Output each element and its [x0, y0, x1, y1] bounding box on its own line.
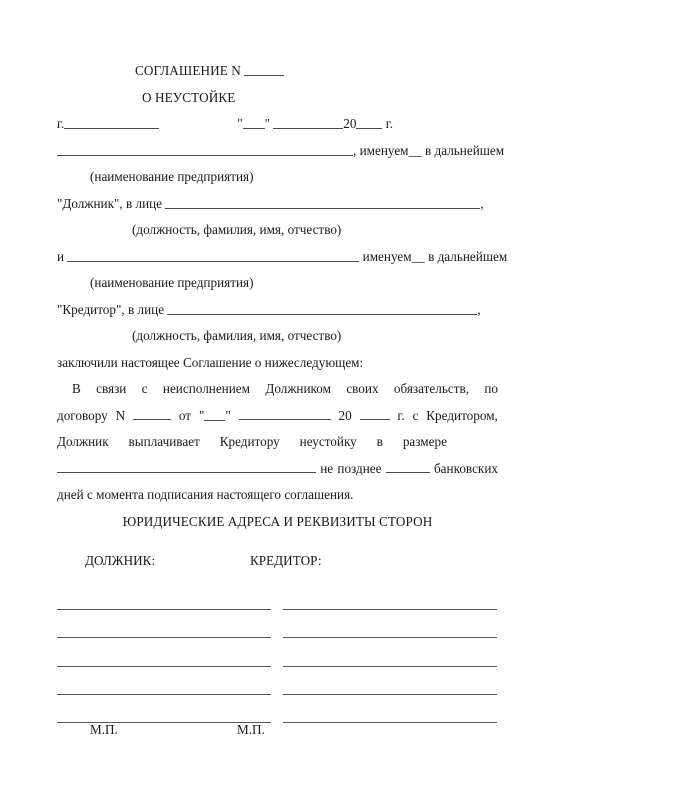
requisites-line-row	[57, 644, 498, 672]
banking-days-word: банковских	[433, 460, 498, 476]
day-quote-open: "	[237, 116, 243, 131]
contract-number-label: N	[115, 407, 126, 423]
debtor-company-blank[interactable]	[57, 142, 353, 155]
column-header-creditor: КРЕДИТОР:	[250, 553, 322, 568]
debtor-label: "Должник", в лице	[57, 195, 163, 211]
creditor-stamp-label: М.П.	[237, 722, 265, 737]
creditor-person-blank[interactable]	[167, 301, 477, 314]
body-word: Кредитору	[219, 434, 280, 449]
requisites-line-row	[57, 673, 498, 701]
debtor-requisite-line[interactable]	[57, 694, 271, 695]
stamp-row	[57, 722, 498, 742]
requisites-heading-text: ЮРИДИЧЕСКИЕ АДРЕСА И РЕКВИЗИТЫ СТОРОН	[122, 513, 433, 529]
year-suffix-label: г.	[385, 116, 393, 131]
document-title-text: СОГЛАШЕНИЕ N	[135, 63, 241, 78]
body-row-1	[57, 376, 498, 403]
creditor-requisite-line[interactable]	[283, 666, 497, 667]
debtor-person-blank[interactable]	[165, 195, 480, 208]
banking-days-blank[interactable]	[386, 459, 430, 472]
creditor-label: "Кредитор", в лице	[57, 301, 165, 317]
body-row-3	[57, 429, 447, 456]
creditor-word: Кредитором,	[426, 407, 498, 423]
with-word: с	[412, 407, 419, 423]
city-blank[interactable]	[64, 116, 159, 129]
contract-month-blank[interactable]	[239, 406, 331, 419]
requisites-heading	[57, 509, 498, 536]
debtor-person-comma: ,	[480, 195, 484, 211]
debtor-named-hereinafter-label: , именуем__ в дальнейшем	[353, 142, 505, 158]
not-later-word-2: позднее	[337, 460, 382, 476]
body-word: неустойку	[299, 434, 357, 449]
creditor-requisite-line[interactable]	[283, 694, 497, 695]
penalty-amount-blank[interactable]	[57, 459, 316, 472]
body-word: связи	[96, 381, 127, 396]
body-word: В	[72, 381, 81, 396]
contract-day-quote-close: "	[225, 407, 231, 423]
body-word: неисполнением	[162, 381, 250, 396]
contract-date-group	[199, 403, 231, 430]
debtor-person-caption-row	[57, 217, 499, 244]
not-later-word-1: не	[320, 460, 334, 476]
requisites-line-row	[57, 616, 498, 644]
contract-day-quote-open: "	[198, 407, 205, 423]
body-row-5	[57, 482, 499, 509]
contract-day-blank[interactable]	[204, 407, 225, 420]
requisites-blank-lines	[57, 588, 498, 729]
body-word: обязательств,	[393, 381, 470, 396]
day-quote-close: "	[264, 116, 270, 131]
debtor-person-caption: (должность, фамилия, имя, отчество)	[132, 222, 342, 237]
debtor-person-row	[57, 191, 499, 218]
body-word: размере	[402, 434, 447, 449]
requisites-column-headers	[57, 553, 498, 580]
year-blank[interactable]	[356, 116, 382, 129]
column-header-debtor: ДОЛЖНИК:	[85, 553, 156, 568]
body-word: своих	[346, 381, 379, 396]
document-title-line-1	[57, 58, 499, 85]
body-word: по	[484, 381, 498, 396]
contract-word: договору	[57, 407, 108, 423]
body-row-4	[57, 456, 498, 483]
contract-number-blank[interactable]	[133, 406, 171, 419]
day-blank[interactable]	[243, 116, 265, 129]
concluded-row	[57, 350, 499, 377]
body-final-text: дней с момента подписания настоящего соглашения.	[57, 487, 354, 502]
body-word: в	[376, 434, 383, 449]
document-body	[57, 58, 508, 535]
body-word: выплачивает	[128, 434, 200, 449]
debtor-requisite-line[interactable]	[57, 637, 271, 638]
creditor-person-row	[57, 297, 499, 324]
contract-year-prefix: 20	[338, 407, 352, 423]
body-word: Должником	[265, 381, 331, 396]
creditor-person-caption: (должность, фамилия, имя, отчество)	[132, 328, 342, 343]
document-title-line-2	[57, 85, 499, 112]
creditor-person-comma: ,	[477, 301, 481, 317]
requisites-line-row	[57, 588, 498, 616]
month-blank[interactable]	[273, 116, 343, 129]
concluded-text: заключили настоящее Соглашение о нижеследующем:	[57, 354, 364, 370]
body-word: Должник	[57, 434, 109, 449]
year-prefix-label: 20	[343, 116, 357, 131]
debtor-requisite-line[interactable]	[57, 609, 271, 610]
city-date-row	[57, 111, 499, 138]
debtor-company-caption-row	[57, 164, 499, 191]
body-word: с	[141, 381, 148, 396]
debtor-company-caption: (наименование предприятия)	[90, 169, 254, 184]
creditor-requisite-line[interactable]	[283, 609, 497, 610]
creditor-requisite-line[interactable]	[283, 637, 497, 638]
contract-from-label: от	[178, 407, 192, 423]
requisites-columns	[57, 553, 498, 580]
creditor-company-caption-row	[57, 270, 499, 297]
creditor-named-hereinafter-label: именуем__ в дальнейшем	[362, 248, 508, 264]
debtor-requisite-line[interactable]	[57, 666, 271, 667]
debtor-company-row	[57, 138, 505, 165]
creditor-company-row	[57, 244, 508, 271]
agreement-number-blank[interactable]	[244, 63, 284, 76]
creditor-company-caption: (наименование предприятия)	[90, 275, 254, 290]
document-subtitle-text: О НЕУСТОЙКЕ	[142, 89, 236, 105]
debtor-stamp-label: М.П.	[90, 722, 118, 737]
body-row-2	[57, 403, 498, 430]
conjunction-and-label: и	[57, 248, 65, 264]
creditor-company-blank[interactable]	[67, 248, 359, 261]
contract-year-suffix: г.	[397, 407, 405, 423]
creditor-person-caption-row	[57, 323, 499, 350]
city-prefix-label: г.	[57, 116, 65, 131]
contract-year-blank[interactable]	[360, 406, 390, 419]
